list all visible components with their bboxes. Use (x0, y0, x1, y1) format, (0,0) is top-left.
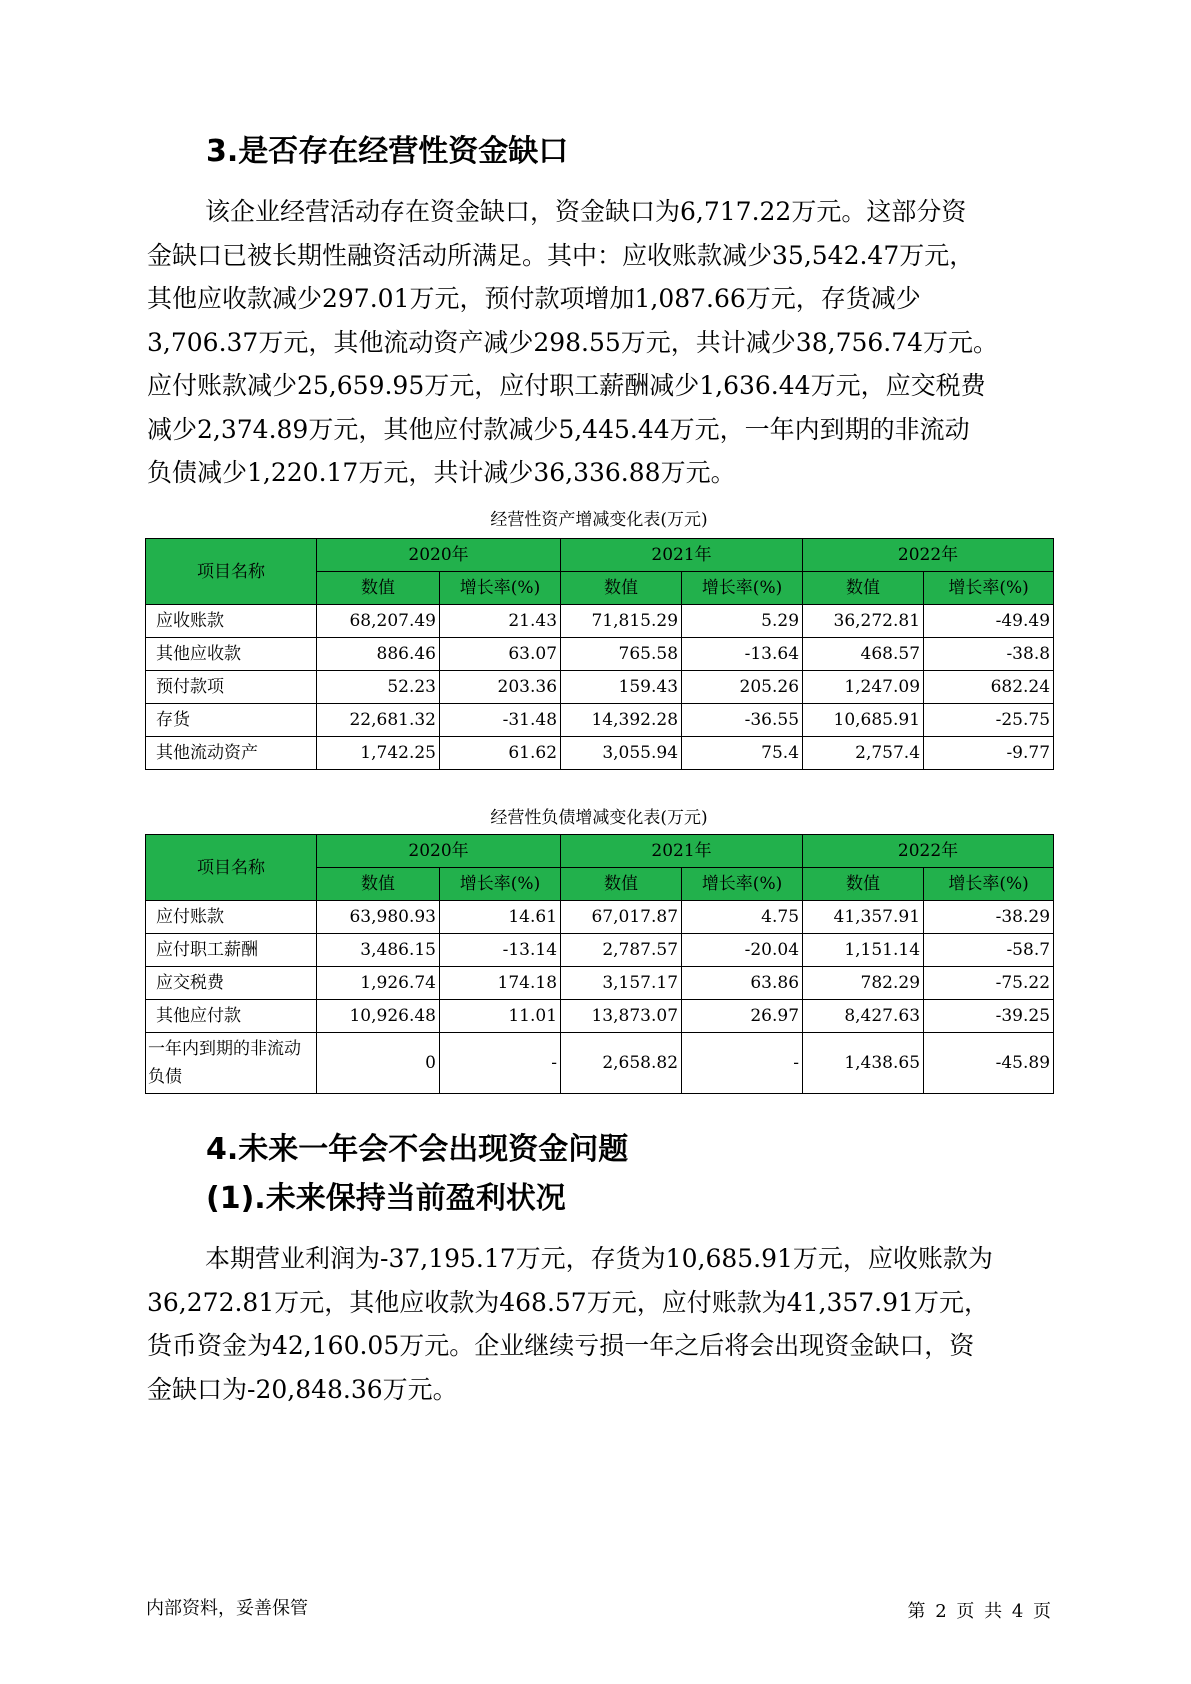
cell: 68,207.49 (317, 605, 440, 638)
table-row (146, 1000, 1054, 1033)
cell: 159.43 (561, 671, 682, 704)
cell: 67,017.87 (561, 901, 682, 934)
cell: 26.97 (682, 1000, 803, 1033)
cell: 41,357.91 (803, 901, 924, 934)
cell: 21.43 (440, 605, 561, 638)
paragraph-line: 其他应收款减少297.01万元，预付款项增加1,087.66万元，存货减少 (147, 284, 921, 313)
cell: 1,926.74 (317, 967, 440, 1000)
value-header: 数值 (561, 868, 682, 901)
row-label: 其他应付款 (146, 1000, 317, 1033)
cell: -13.64 (682, 638, 803, 671)
value-header: 数值 (803, 572, 924, 605)
section3-paragraph (147, 190, 1062, 495)
cell: -58.7 (924, 934, 1054, 967)
cell: 0 (317, 1033, 440, 1094)
value-header: 数值 (561, 572, 682, 605)
row-label: 预付款项 (146, 671, 317, 704)
paragraph-line: 本期营业利润为-37,195.17万元，存货为10,685.91万元，应收账款为 (205, 1244, 993, 1273)
table-row (146, 934, 1054, 967)
cell: -49.49 (924, 605, 1054, 638)
year-header: 2020年 (317, 539, 561, 572)
table-row (146, 671, 1054, 704)
year-header: 2022年 (803, 539, 1054, 572)
row-label: 应交税费 (146, 967, 317, 1000)
growth-header: 增长率(%) (682, 868, 803, 901)
row-label: 应付职工薪酬 (146, 934, 317, 967)
page-number: 第 2 页 共 4 页 (907, 1601, 1051, 1622)
cell: 4.75 (682, 901, 803, 934)
value-header: 数值 (803, 868, 924, 901)
cell: - (440, 1033, 561, 1094)
paragraph-line: 该企业经营活动存在资金缺口，资金缺口为6,717.22万元。这部分资 (205, 197, 967, 226)
item-name-header: 项目名称 (146, 835, 317, 901)
cell: 3,486.15 (317, 934, 440, 967)
year-header: 2020年 (317, 835, 561, 868)
paragraph-line: 金缺口已被长期性融资活动所满足。其中：应收账款减少35,542.47万元， (147, 240, 975, 270)
footer-confidential-note: 内部资料，妥善保管 (146, 1598, 308, 1619)
table-header-row (146, 835, 1054, 868)
growth-header: 增长率(%) (440, 868, 561, 901)
section4-paragraph (147, 1237, 1062, 1411)
cell: 1,151.14 (803, 934, 924, 967)
row-label: 应收账款 (146, 605, 317, 638)
section3-heading: 3.是否存在经营性资金缺口 (206, 134, 569, 169)
table-row (146, 967, 1054, 1000)
cell: 75.4 (682, 737, 803, 770)
cell: 52.23 (317, 671, 440, 704)
table-row (146, 901, 1054, 934)
cell: 63.07 (440, 638, 561, 671)
cell: - (682, 1033, 803, 1094)
paragraph-line: 减少2,374.89万元，其他应付款减少5,445.44万元，一年内到期的非流动 (147, 414, 970, 444)
cell: 1,742.25 (317, 737, 440, 770)
row-label: 其他应收款 (146, 638, 317, 671)
cell: -31.48 (440, 704, 561, 737)
table-header-row (146, 539, 1054, 572)
cell: -38.8 (924, 638, 1054, 671)
cell: 682.24 (924, 671, 1054, 704)
cell: 174.18 (440, 967, 561, 1000)
cell: -45.89 (924, 1033, 1054, 1094)
cell: 2,757.4 (803, 737, 924, 770)
cell: -13.14 (440, 934, 561, 967)
year-header: 2022年 (803, 835, 1054, 868)
cell: -36.55 (682, 704, 803, 737)
row-label: 应付账款 (146, 901, 317, 934)
cell: 22,681.32 (317, 704, 440, 737)
paragraph-line: 金缺口为-20,848.36万元。 (147, 1374, 458, 1404)
growth-header: 增长率(%) (440, 572, 561, 605)
cell: 61.62 (440, 737, 561, 770)
row-label: 其他流动资产 (146, 737, 317, 770)
cell: 1,247.09 (803, 671, 924, 704)
year-header: 2021年 (561, 835, 803, 868)
paragraph-line: 36,272.81万元，其他应收款为468.57万元，应付账款为41,357.91万元， (147, 1287, 989, 1317)
cell: 2,658.82 (561, 1033, 682, 1094)
growth-header: 增长率(%) (924, 572, 1054, 605)
cell: 14.61 (440, 901, 561, 934)
cell: 3,055.94 (561, 737, 682, 770)
value-header: 数值 (317, 572, 440, 605)
cell: 468.57 (803, 638, 924, 671)
table-row (146, 737, 1054, 770)
paragraph-line: 负债减少1,220.17万元，共计减少36,336.88万元。 (147, 458, 736, 487)
cell: 765.58 (561, 638, 682, 671)
cell: 782.29 (803, 967, 924, 1000)
cell: -20.04 (682, 934, 803, 967)
liabilities-table (145, 834, 1054, 1094)
paragraph-line: 3,706.37万元，其他流动资产减少298.55万元，共计减少38,756.74万元。 (147, 327, 999, 357)
paragraph-line: 货币资金为42,160.05万元。企业继续亏损一年之后将会出现资金缺口，资 (147, 1331, 975, 1360)
cell: -75.22 (924, 967, 1054, 1000)
assets-table-caption: 经营性资产增减变化表(万元) (490, 510, 708, 530)
cell: 5.29 (682, 605, 803, 638)
cell: 2,787.57 (561, 934, 682, 967)
cell: 13,873.07 (561, 1000, 682, 1033)
section4-subheading: (1).未来保持当前盈利状况 (206, 1181, 566, 1216)
cell: 14,392.28 (561, 704, 682, 737)
year-header: 2021年 (561, 539, 803, 572)
cell: -9.77 (924, 737, 1054, 770)
row-label: 存货 (146, 704, 317, 737)
item-name-header: 项目名称 (146, 539, 317, 605)
paragraph-line: 应付账款减少25,659.95万元，应付职工薪酬减少1,636.44万元，应交税费 (147, 371, 986, 400)
cell: -25.75 (924, 704, 1054, 737)
cell: 63,980.93 (317, 901, 440, 934)
growth-header: 增长率(%) (682, 572, 803, 605)
liabilities-table-caption: 经营性负债增减变化表(万元) (490, 808, 708, 828)
cell: -38.29 (924, 901, 1054, 934)
cell: 11.01 (440, 1000, 561, 1033)
section4-heading: 4.未来一年会不会出现资金问题 (206, 1132, 629, 1167)
cell: 10,685.91 (803, 704, 924, 737)
cell: -39.25 (924, 1000, 1054, 1033)
growth-header: 增长率(%) (924, 868, 1054, 901)
table-row (146, 605, 1054, 638)
cell: 886.46 (317, 638, 440, 671)
table-row (146, 638, 1054, 671)
cell: 63.86 (682, 967, 803, 1000)
cell: 36,272.81 (803, 605, 924, 638)
table-row (146, 1033, 1054, 1094)
cell: 3,157.17 (561, 967, 682, 1000)
cell: 203.36 (440, 671, 561, 704)
cell: 71,815.29 (561, 605, 682, 638)
cell: 8,427.63 (803, 1000, 924, 1033)
cell: 205.26 (682, 671, 803, 704)
value-header: 数值 (317, 868, 440, 901)
assets-table (145, 538, 1054, 770)
row-label: 一年内到期的非流动负债 (146, 1033, 317, 1094)
cell: 1,438.65 (803, 1033, 924, 1094)
cell: 10,926.48 (317, 1000, 440, 1033)
table-row (146, 704, 1054, 737)
